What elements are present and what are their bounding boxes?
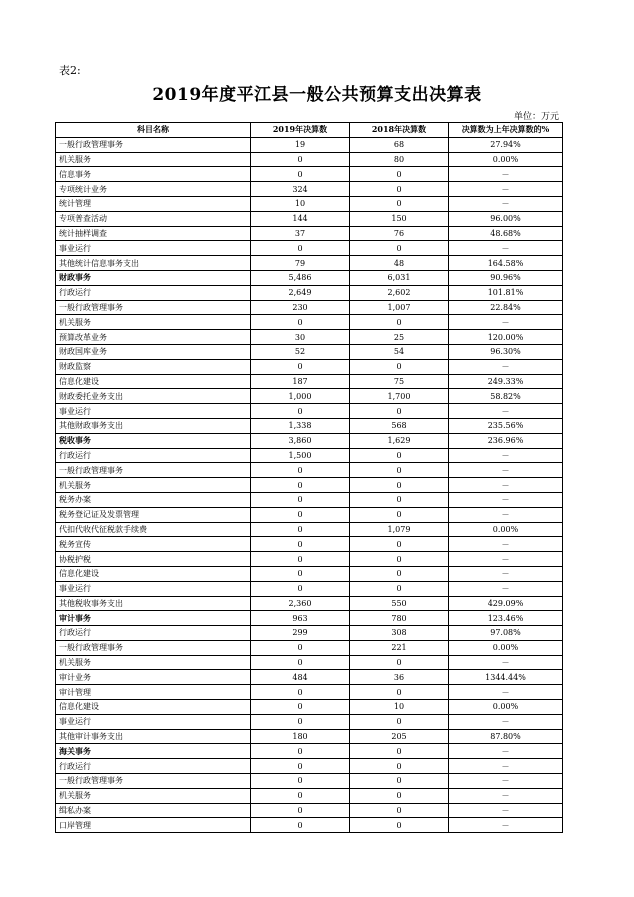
value-2019-cell: 0 [251,167,350,182]
subject-name-cell: 统计抽样调查 [56,226,251,241]
ratio-pct-cell: － [449,241,563,256]
subject-name-cell: 专项统计业务 [56,182,251,197]
value-2019-cell: 0 [251,522,350,537]
table-row [56,507,563,522]
value-2018-cell: 0 [350,552,449,567]
value-2019-cell: 0 [251,744,350,759]
subject-name-cell: 事业运行 [56,404,251,419]
subject-name-cell: 审计事务 [56,611,251,626]
value-2018-cell: 0 [350,655,449,670]
subject-name-cell: 税收事务 [56,433,251,448]
table-row [56,152,563,167]
value-2018-cell: 80 [350,152,449,167]
subject-name-cell: 专项普查活动 [56,211,251,226]
table-row [56,566,563,581]
value-2018-cell: 0 [350,492,449,507]
value-2018-cell: 0 [350,182,449,197]
subject-name-cell: 海关事务 [56,744,251,759]
table-row [56,700,563,715]
value-2019-cell: 30 [251,330,350,345]
value-2018-cell: 25 [350,330,449,345]
ratio-pct-cell: － [449,552,563,567]
table-header-row [56,123,563,138]
table-row [56,759,563,774]
value-2018-cell: 0 [350,581,449,596]
value-2019-cell: 5,486 [251,270,350,285]
ratio-pct-cell: － [449,167,563,182]
value-2019-cell: 2,649 [251,285,350,300]
ratio-pct-cell: 1344.44% [449,670,563,685]
value-2018-cell: 0 [350,685,449,700]
value-2019-cell: 0 [251,700,350,715]
subject-name-cell: 审计管理 [56,685,251,700]
table-row [56,729,563,744]
ratio-pct-cell: － [449,566,563,581]
ratio-pct-cell: － [449,404,563,419]
value-2019-cell: 180 [251,729,350,744]
ratio-pct-cell: 48.68% [449,226,563,241]
subject-name-cell: 财政事务 [56,270,251,285]
ratio-pct-cell: － [449,182,563,197]
value-2019-cell: 144 [251,211,350,226]
ratio-pct-cell: 101.81% [449,285,563,300]
table-row [56,359,563,374]
subject-name-cell: 一般行政管理事务 [56,300,251,315]
subject-name-cell: 行政运行 [56,448,251,463]
value-2018-cell: 0 [350,774,449,789]
table-row [56,537,563,552]
ratio-pct-cell: － [449,759,563,774]
subject-name-cell: 一般行政管理事务 [56,137,251,152]
ratio-pct-cell: 0.00% [449,522,563,537]
value-2019-cell: 1,338 [251,418,350,433]
value-2019-cell: 230 [251,300,350,315]
subject-name-cell: 协税护税 [56,552,251,567]
subject-name-cell: 统计管理 [56,196,251,211]
ratio-pct-cell: 0.00% [449,152,563,167]
table-row [56,655,563,670]
value-2019-cell: 0 [251,478,350,493]
subject-name-cell: 一般行政管理事务 [56,774,251,789]
ratio-pct-cell: 27.94% [449,137,563,152]
ratio-pct-cell: － [449,788,563,803]
value-2018-cell: 0 [350,714,449,729]
table-category-row [56,744,563,759]
subject-name-cell: 税务登记证及发票管理 [56,507,251,522]
subject-name-cell: 其他财政事务支出 [56,418,251,433]
ratio-pct-cell: 235.56% [449,418,563,433]
value-2019-cell: 484 [251,670,350,685]
value-2019-cell: 19 [251,137,350,152]
table-category-row [56,270,563,285]
table-category-row [56,611,563,626]
subject-name-cell: 其他审计事务支出 [56,729,251,744]
value-2019-cell: 0 [251,774,350,789]
value-2018-cell: 0 [350,566,449,581]
value-2018-cell: 76 [350,226,449,241]
subject-name-cell: 税务办案 [56,492,251,507]
value-2019-cell: 3,860 [251,433,350,448]
table-row [56,137,563,152]
value-2019-cell: 0 [251,685,350,700]
value-2018-cell: 48 [350,256,449,271]
value-2019-cell: 0 [251,714,350,729]
value-2019-cell: 0 [251,788,350,803]
value-2018-cell: 0 [350,537,449,552]
value-2019-cell: 1,500 [251,448,350,463]
value-2018-cell: 36 [350,670,449,685]
header-2019-final: 2019年决算数 [251,123,350,138]
ratio-pct-cell: 96.00% [449,211,563,226]
ratio-pct-cell: － [449,803,563,818]
table-row [56,448,563,463]
value-2018-cell: 2,602 [350,285,449,300]
subject-name-cell: 机关服务 [56,152,251,167]
value-2019-cell: 0 [251,507,350,522]
ratio-pct-cell: － [449,359,563,374]
table-row [56,344,563,359]
subject-name-cell: 一般行政管理事务 [56,463,251,478]
ratio-pct-cell: 120.00% [449,330,563,345]
ratio-pct-cell: － [449,581,563,596]
ratio-pct-cell: － [449,315,563,330]
value-2019-cell: 2,360 [251,596,350,611]
table-row [56,788,563,803]
table-row [56,626,563,641]
value-2019-cell: 0 [251,359,350,374]
value-2019-cell: 10 [251,196,350,211]
value-2019-cell: 0 [251,315,350,330]
table-row [56,640,563,655]
table-row [56,285,563,300]
value-2018-cell: 54 [350,344,449,359]
table-row [56,492,563,507]
ratio-pct-cell: 97.08% [449,626,563,641]
ratio-pct-cell: 0.00% [449,640,563,655]
subject-name-cell: 事业运行 [56,581,251,596]
table-row [56,389,563,404]
table-row [56,774,563,789]
ratio-pct-cell: － [449,685,563,700]
subject-name-cell: 其他税收事务支出 [56,596,251,611]
value-2018-cell: 0 [350,359,449,374]
value-2018-cell: 6,031 [350,270,449,285]
value-2019-cell: 187 [251,374,350,389]
ratio-pct-cell: － [449,714,563,729]
ratio-pct-cell: － [449,463,563,478]
ratio-pct-cell: 164.58% [449,256,563,271]
value-2018-cell: 0 [350,478,449,493]
ratio-pct-cell: 0.00% [449,700,563,715]
value-2019-cell: 0 [251,492,350,507]
value-2018-cell: 68 [350,137,449,152]
table-row [56,256,563,271]
subject-name-cell: 预算改革业务 [56,330,251,345]
subject-name-cell: 其他统计信息事务支出 [56,256,251,271]
subject-name-cell: 口岸管理 [56,818,251,833]
subject-name-cell: 机关服务 [56,315,251,330]
table-row [56,418,563,433]
ratio-pct-cell: 90.96% [449,270,563,285]
ratio-pct-cell: － [449,744,563,759]
value-2018-cell: 568 [350,418,449,433]
table-row [56,404,563,419]
value-2018-cell: 0 [350,803,449,818]
subject-name-cell: 审计业务 [56,670,251,685]
value-2018-cell: 0 [350,507,449,522]
table-row [56,581,563,596]
value-2018-cell: 0 [350,241,449,256]
value-2018-cell: 205 [350,729,449,744]
ratio-pct-cell: 87.80% [449,729,563,744]
subject-name-cell: 行政运行 [56,285,251,300]
value-2018-cell: 550 [350,596,449,611]
ratio-pct-cell: － [449,507,563,522]
value-2018-cell: 221 [350,640,449,655]
table-row [56,478,563,493]
value-2018-cell: 0 [350,448,449,463]
table-row [56,374,563,389]
subject-name-cell: 财政国库业务 [56,344,251,359]
ratio-pct-cell: － [449,196,563,211]
value-2018-cell: 0 [350,759,449,774]
value-2019-cell: 963 [251,611,350,626]
ratio-pct-cell: 58.82% [449,389,563,404]
subject-name-cell: 信息化建设 [56,374,251,389]
ratio-pct-cell: － [449,492,563,507]
page-title: 2019年度平江县一般公共预算支出决算表 [152,85,482,105]
ratio-pct-cell: － [449,818,563,833]
value-2019-cell: 0 [251,566,350,581]
header-subject-name: 科目名称 [56,123,251,138]
table-row [56,330,563,345]
ratio-pct-cell: － [449,478,563,493]
subject-name-cell: 事业运行 [56,241,251,256]
value-2019-cell: 0 [251,404,350,419]
table-category-row [56,433,563,448]
subject-name-cell: 行政运行 [56,759,251,774]
table-row [56,803,563,818]
subject-name-cell: 机关服务 [56,655,251,670]
subject-name-cell: 一般行政管理事务 [56,640,251,655]
value-2018-cell: 1,007 [350,300,449,315]
table-row [56,182,563,197]
table-number-label: 表2: [59,64,81,77]
value-2019-cell: 0 [251,759,350,774]
value-2018-cell: 0 [350,788,449,803]
subject-name-cell: 信息化建设 [56,700,251,715]
value-2018-cell: 75 [350,374,449,389]
value-2019-cell: 0 [251,818,350,833]
ratio-pct-cell: 96.30% [449,344,563,359]
value-2019-cell: 0 [251,552,350,567]
subject-name-cell: 机关服务 [56,478,251,493]
table-row [56,241,563,256]
ratio-pct-cell: 236.96% [449,433,563,448]
table-row [56,522,563,537]
value-2019-cell: 0 [251,655,350,670]
subject-name-cell: 机关服务 [56,788,251,803]
subject-name-cell: 信息事务 [56,167,251,182]
ratio-pct-cell: － [449,448,563,463]
subject-name-cell: 事业运行 [56,714,251,729]
value-2019-cell: 0 [251,537,350,552]
table-row [56,596,563,611]
value-2019-cell: 0 [251,581,350,596]
table-row [56,818,563,833]
subject-name-cell: 缉私办案 [56,803,251,818]
subject-name-cell: 代扣代收代征税款手续费 [56,522,251,537]
value-2018-cell: 780 [350,611,449,626]
value-2019-cell: 37 [251,226,350,241]
table-row [56,196,563,211]
table-row [56,670,563,685]
value-2018-cell: 1,629 [350,433,449,448]
value-2019-cell: 0 [251,640,350,655]
value-2018-cell: 150 [350,211,449,226]
table-row [56,552,563,567]
value-2019-cell: 0 [251,241,350,256]
table-row [56,226,563,241]
table-row [56,714,563,729]
ratio-pct-cell: － [449,774,563,789]
value-2019-cell: 324 [251,182,350,197]
unit-label: 单位：万元 [513,112,559,122]
subject-name-cell: 信息化建设 [56,566,251,581]
value-2019-cell: 1,000 [251,389,350,404]
table-row [56,300,563,315]
header-ratio-pct: 决算数为上年决算数的% [449,123,563,138]
ratio-pct-cell: 123.46% [449,611,563,626]
value-2019-cell: 0 [251,463,350,478]
header-2018-final: 2018年决算数 [350,123,449,138]
subject-name-cell: 财政委托业务支出 [56,389,251,404]
budget-table [55,122,563,833]
value-2018-cell: 1,700 [350,389,449,404]
ratio-pct-cell: 249.33% [449,374,563,389]
ratio-pct-cell: 429.09% [449,596,563,611]
value-2018-cell: 0 [350,167,449,182]
value-2019-cell: 52 [251,344,350,359]
subject-name-cell: 行政运行 [56,626,251,641]
ratio-pct-cell: 22.84% [449,300,563,315]
value-2019-cell: 0 [251,152,350,167]
value-2018-cell: 308 [350,626,449,641]
table-row [56,685,563,700]
subject-name-cell: 财政监察 [56,359,251,374]
value-2018-cell: 0 [350,744,449,759]
value-2018-cell: 1,079 [350,522,449,537]
table-row [56,315,563,330]
subject-name-cell: 税务宣传 [56,537,251,552]
value-2018-cell: 0 [350,463,449,478]
value-2019-cell: 299 [251,626,350,641]
ratio-pct-cell: － [449,537,563,552]
ratio-pct-cell: － [449,655,563,670]
value-2018-cell: 0 [350,818,449,833]
value-2019-cell: 79 [251,256,350,271]
table-row [56,167,563,182]
table-row [56,211,563,226]
table-row [56,463,563,478]
value-2018-cell: 0 [350,315,449,330]
value-2018-cell: 10 [350,700,449,715]
value-2018-cell: 0 [350,196,449,211]
value-2019-cell: 0 [251,803,350,818]
value-2018-cell: 0 [350,404,449,419]
